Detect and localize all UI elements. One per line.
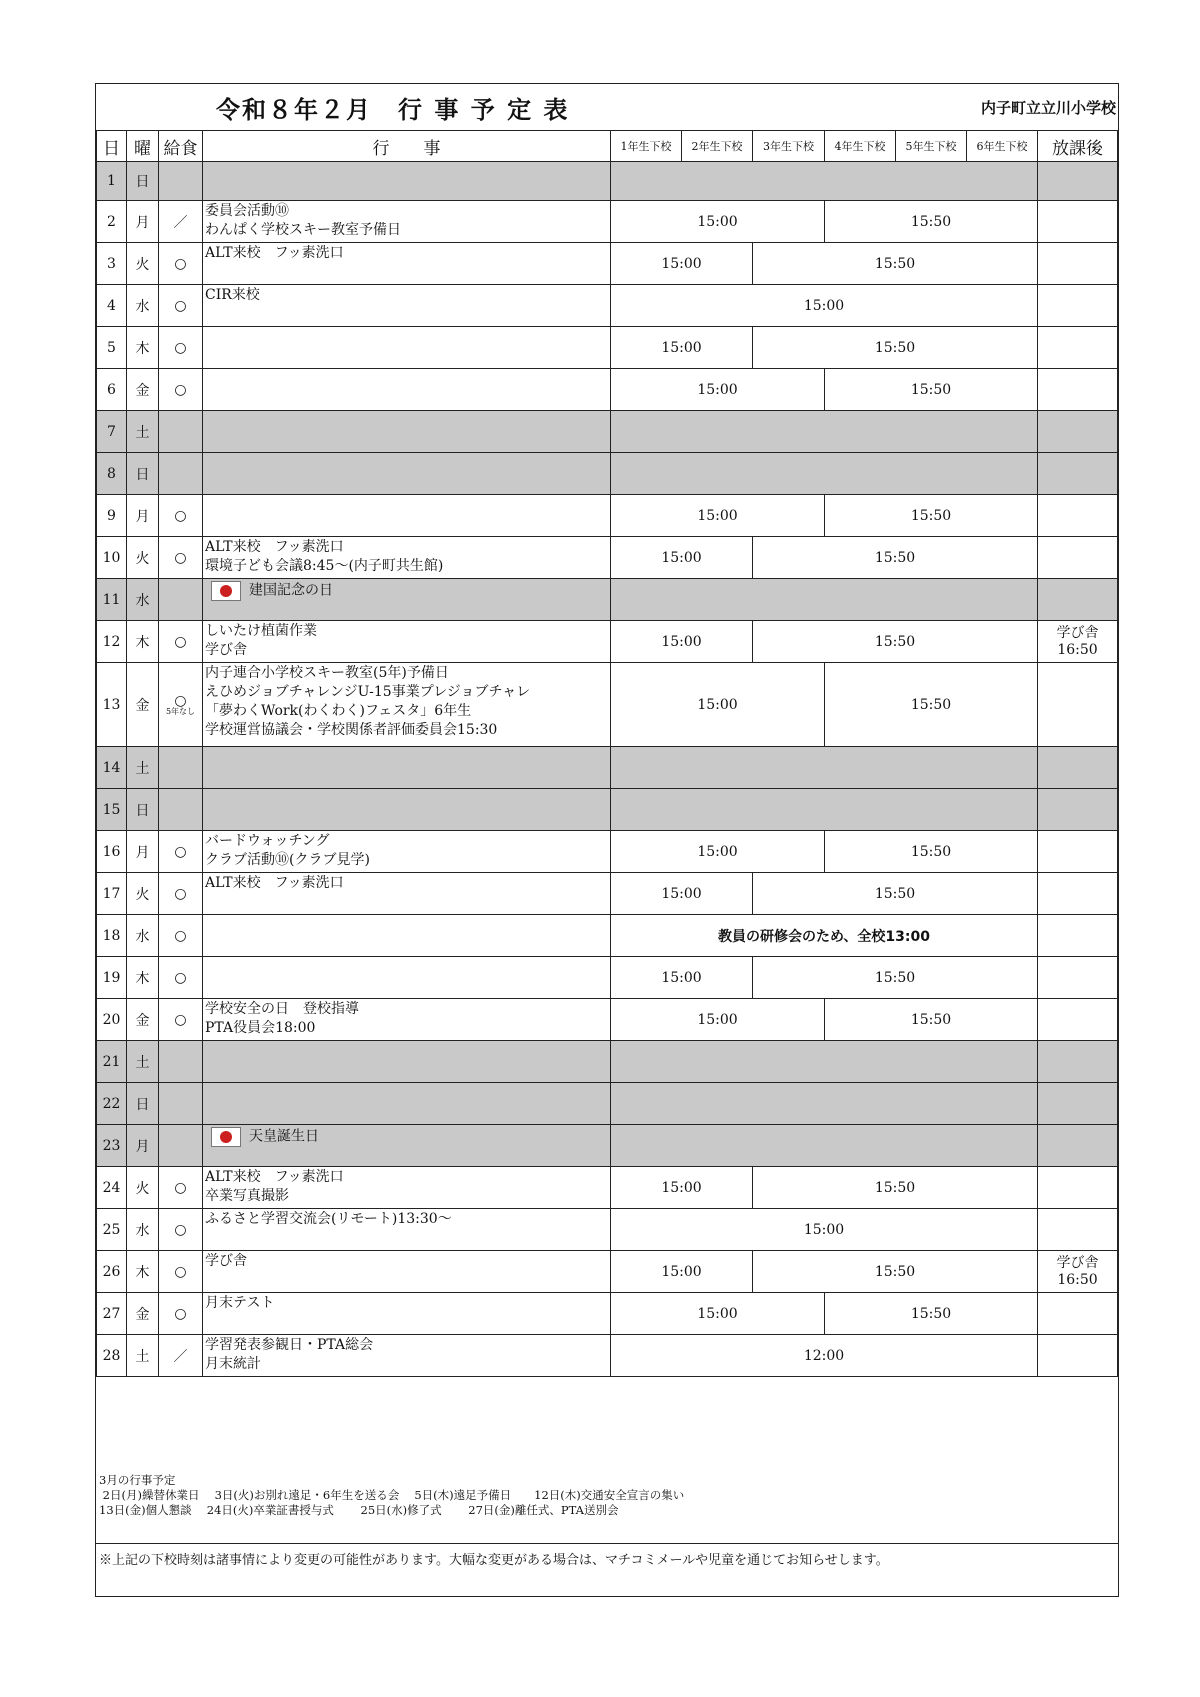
weekday-cell: 月 <box>127 1125 159 1167</box>
meal-mark: ○ <box>174 693 187 709</box>
meal-cell <box>159 162 203 201</box>
dismissal-time-upper: 15:50 <box>825 1293 1038 1335</box>
after-school-cell <box>1038 369 1118 411</box>
weekday-cell: 水 <box>127 915 159 957</box>
meal-cell <box>159 495 203 537</box>
event-cell <box>203 831 611 873</box>
dismissal-time-upper: 15:50 <box>825 831 1038 873</box>
day-cell: 3 <box>97 243 127 285</box>
day-cell: 8 <box>97 453 127 495</box>
meal-cell <box>159 411 203 453</box>
meal-cell <box>159 957 203 999</box>
day-cell: 25 <box>97 1209 127 1251</box>
meal-mark: ○ <box>174 1011 187 1028</box>
dismissal-time-lower: 15:00 <box>611 1167 753 1209</box>
table-row <box>97 579 1118 621</box>
table-row <box>97 747 1118 789</box>
after-school-cell <box>1038 162 1118 201</box>
meal-cell <box>159 201 203 243</box>
event-cell <box>203 285 611 327</box>
day-cell: 23 <box>97 1125 127 1167</box>
day-cell: 22 <box>97 1083 127 1125</box>
meal-mark: ○ <box>174 507 187 524</box>
after-school-cell <box>1038 789 1118 831</box>
after-school-item: 学び舎 <box>1056 1254 1099 1271</box>
day-cell: 2 <box>97 201 127 243</box>
meal-cell <box>159 537 203 579</box>
after-school-item: 学び舎 <box>1056 624 1099 641</box>
table-row <box>97 453 1118 495</box>
footnote: ※上記の下校時刻は諸事情により変更の可能性があります。大幅な変更がある場合は、マチコミメールや児童を通じてお知らせします。 <box>99 1553 889 1568</box>
event-cell <box>203 201 611 243</box>
after-school-cell <box>1038 957 1118 999</box>
weekday-cell: 日 <box>127 1083 159 1125</box>
dismissal-time-lower: 15:00 <box>611 1293 825 1335</box>
weekday-cell: 日 <box>127 453 159 495</box>
schedule-sheet <box>95 83 1119 1597</box>
after-school-cell <box>1038 999 1118 1041</box>
after-school-cell <box>1038 1041 1118 1083</box>
meal-cell <box>159 663 203 747</box>
header-meal: 給食 <box>159 131 203 162</box>
event-cell <box>203 1083 611 1125</box>
weekday-cell: 木 <box>127 1251 159 1293</box>
table-row <box>97 162 1118 201</box>
weekday-cell: 金 <box>127 1293 159 1335</box>
grade-times-cell <box>611 747 1038 789</box>
meal-mark: ○ <box>174 633 187 650</box>
dismissal-time-upper: 15:50 <box>753 327 1038 369</box>
event-cell <box>203 495 611 537</box>
event-item: 学び舎 <box>205 642 247 658</box>
weekday-cell: 水 <box>127 1209 159 1251</box>
meal-cell <box>159 1293 203 1335</box>
event-item: ふるさと学習交流会(リモート)13:30～ <box>205 1211 452 1227</box>
after-school-cell <box>1038 747 1118 789</box>
table-row <box>97 789 1118 831</box>
day-cell: 12 <box>97 621 127 663</box>
meal-cell <box>159 285 203 327</box>
weekday-cell: 月 <box>127 201 159 243</box>
after-school-cell <box>1038 201 1118 243</box>
after-school-cell <box>1038 1251 1118 1293</box>
event-cell <box>203 1041 611 1083</box>
table-row <box>97 831 1118 873</box>
event-cell <box>203 411 611 453</box>
after-school-item: 16:50 <box>1057 641 1098 658</box>
day-cell: 9 <box>97 495 127 537</box>
table-row <box>97 1209 1118 1251</box>
day-cell: 7 <box>97 411 127 453</box>
dismissal-time-lower: 15:00 <box>611 831 825 873</box>
dismissal-time-upper: 15:50 <box>825 201 1038 243</box>
meal-note: 5年なし <box>165 707 196 716</box>
dismissal-time-upper: 15:50 <box>753 243 1038 285</box>
event-cell <box>203 1167 611 1209</box>
meal-mark: ○ <box>174 969 187 986</box>
grade-times-cell <box>611 162 1038 201</box>
weekday-cell: 日 <box>127 789 159 831</box>
header-grade-5: 5年生下校 <box>896 131 967 162</box>
event-item: PTA役員会18:00 <box>205 1020 316 1036</box>
meal-cell <box>159 1041 203 1083</box>
event-cell <box>203 873 611 915</box>
weekday-cell: 木 <box>127 621 159 663</box>
day-cell: 6 <box>97 369 127 411</box>
event-cell <box>203 243 611 285</box>
table-row <box>97 243 1118 285</box>
after-school-cell <box>1038 831 1118 873</box>
meal-cell <box>159 243 203 285</box>
table-header <box>97 131 1118 162</box>
event-item: ALT来校 フッ素洗口 <box>205 539 344 555</box>
event-item: 学習発表参観日・PTA総会 <box>205 1337 374 1353</box>
after-school-cell <box>1038 663 1118 747</box>
event-cell <box>203 453 611 495</box>
day-cell: 26 <box>97 1251 127 1293</box>
meal-mark: ○ <box>174 1263 187 1280</box>
day-cell: 15 <box>97 789 127 831</box>
day-cell: 11 <box>97 579 127 621</box>
event-item: 環境子ども会議8:45～(内子町共生館) <box>205 558 444 574</box>
day-cell: 20 <box>97 999 127 1041</box>
event-cell <box>203 369 611 411</box>
table-row <box>97 285 1118 327</box>
grade-times-cell <box>611 579 1038 621</box>
march-heading: 3月の行事予定 <box>99 1473 176 1487</box>
meal-mark: ○ <box>174 381 187 398</box>
grade-times-cell <box>611 453 1038 495</box>
grade-times-cell <box>611 1083 1038 1125</box>
event-item: わんぱく学校スキー教室予備日 <box>205 222 401 238</box>
table-row <box>97 957 1118 999</box>
dismissal-time-lower: 15:00 <box>611 327 753 369</box>
event-cell <box>203 747 611 789</box>
after-school-cell <box>1038 915 1118 957</box>
table-row <box>97 1251 1118 1293</box>
meal-mark: ○ <box>174 1179 187 1196</box>
dismissal-time-lower: 15:00 <box>611 873 753 915</box>
dismissal-time-lower: 15:00 <box>611 999 825 1041</box>
day-cell: 28 <box>97 1335 127 1377</box>
dismissal-time-lower: 15:00 <box>611 243 753 285</box>
meal-mark: ○ <box>174 297 187 314</box>
after-school-cell <box>1038 1083 1118 1125</box>
meal-cell <box>159 915 203 957</box>
day-cell: 5 <box>97 327 127 369</box>
table-row <box>97 327 1118 369</box>
dismissal-time-lower: 15:00 <box>611 537 753 579</box>
event-cell <box>203 1293 611 1335</box>
weekday-cell: 金 <box>127 663 159 747</box>
meal-cell <box>159 747 203 789</box>
weekday-cell: 月 <box>127 495 159 537</box>
meal-cell <box>159 1209 203 1251</box>
school-name: 内子町立立川小学校 <box>980 99 1116 117</box>
dismissal-time-upper: 15:50 <box>825 369 1038 411</box>
event-item: CIR来校 <box>205 287 260 303</box>
header-events: 行 事 <box>203 131 611 162</box>
event-cell <box>203 789 611 831</box>
weekday-cell: 土 <box>127 1335 159 1377</box>
event-cell <box>203 999 611 1041</box>
after-school-cell <box>1038 579 1118 621</box>
dismissal-time-upper: 15:50 <box>753 537 1038 579</box>
day-cell: 27 <box>97 1293 127 1335</box>
table-row <box>97 1167 1118 1209</box>
event-item: 学び舎 <box>205 1253 247 1269</box>
table-row <box>97 411 1118 453</box>
event-item: 内子連合小学校スキー教室(5年)予備日 <box>205 665 449 681</box>
schedule-rows <box>97 162 1118 1377</box>
table-row <box>97 873 1118 915</box>
weekday-cell: 土 <box>127 747 159 789</box>
after-school-cell <box>1038 243 1118 285</box>
meal-mark: ／ <box>173 214 188 231</box>
day-cell: 16 <box>97 831 127 873</box>
table-row <box>97 1041 1118 1083</box>
event-cell <box>203 579 611 621</box>
page-title: 令和８年２月 行 事 予 定 表 <box>216 96 570 124</box>
weekday-cell: 木 <box>127 957 159 999</box>
after-school-cell <box>1038 1335 1118 1377</box>
event-cell <box>203 663 611 747</box>
holiday-name: 天皇誕生日 <box>249 1128 319 1145</box>
header-grade-6: 6年生下校 <box>967 131 1038 162</box>
dismissal-time-upper: 15:50 <box>825 663 1038 747</box>
grade-times-cell <box>611 1125 1038 1167</box>
meal-cell <box>159 789 203 831</box>
table-row <box>97 621 1118 663</box>
grade-times-cell <box>611 789 1038 831</box>
march-line: 13日(金)個人懇談 24日(火)卒業証書授与式 25日(水)修了式 27日(金)離任式、PTA送別会 <box>99 1503 619 1517</box>
meal-cell <box>159 1083 203 1125</box>
meal-cell <box>159 1125 203 1167</box>
event-item: 学校運営協議会・学校関係者評価委員会15:30 <box>205 722 498 738</box>
after-school-cell <box>1038 1167 1118 1209</box>
table-row <box>97 1335 1118 1377</box>
weekday-cell: 火 <box>127 1167 159 1209</box>
dismissal-time-upper: 15:50 <box>753 1251 1038 1293</box>
header-weekday: 曜 <box>127 131 159 162</box>
title-row <box>96 84 1118 131</box>
meal-mark: ○ <box>174 549 187 566</box>
after-school-cell <box>1038 537 1118 579</box>
table-row <box>97 201 1118 243</box>
day-cell: 21 <box>97 1041 127 1083</box>
day-cell: 19 <box>97 957 127 999</box>
meal-mark: ○ <box>174 885 187 902</box>
table-row <box>97 1083 1118 1125</box>
dismissal-time-lower: 15:00 <box>611 369 825 411</box>
event-cell <box>203 621 611 663</box>
day-cell: 4 <box>97 285 127 327</box>
march-schedule <box>96 1471 1118 1544</box>
dismissal-time-all: 15:00 <box>611 1209 1038 1251</box>
table-row <box>97 369 1118 411</box>
meal-cell <box>159 999 203 1041</box>
event-item: 卒業写真撮影 <box>205 1188 289 1204</box>
event-item: クラブ活動⑩(クラブ見学) <box>205 852 370 868</box>
after-school-cell <box>1038 411 1118 453</box>
dismissal-time-all: 15:00 <box>611 285 1038 327</box>
event-cell <box>203 327 611 369</box>
event-cell <box>203 1335 611 1377</box>
meal-mark: ○ <box>174 255 187 272</box>
event-item: えひめジョブチャレンジU-15事業プレジョブチャレ <box>205 684 531 700</box>
dismissal-time-upper: 15:50 <box>753 957 1038 999</box>
table-row <box>97 999 1118 1041</box>
after-school-cell <box>1038 621 1118 663</box>
day-cell: 10 <box>97 537 127 579</box>
weekday-cell: 金 <box>127 369 159 411</box>
meal-mark: ○ <box>174 1221 187 1238</box>
event-cell <box>203 1251 611 1293</box>
event-cell <box>203 1125 611 1167</box>
japan-flag-icon <box>211 581 241 601</box>
header-after-school: 放課後 <box>1038 131 1118 162</box>
event-item: 月末テスト <box>205 1295 275 1311</box>
day-cell: 18 <box>97 915 127 957</box>
table-row <box>97 1125 1118 1167</box>
after-school-cell <box>1038 495 1118 537</box>
meal-mark: ○ <box>174 843 187 860</box>
event-item: 月末統計 <box>205 1356 261 1372</box>
weekday-cell: 火 <box>127 243 159 285</box>
event-item: ALT来校 フッ素洗口 <box>205 1169 344 1185</box>
event-item: バードウォッチング <box>205 833 330 849</box>
table-row <box>97 663 1118 747</box>
event-item: しいたけ植菌作業 <box>205 623 317 639</box>
march-line: 2日(月)繰替休業日 3日(火)お別れ遠足・6年生を送る会 5日(木)遠足予備日 12日(木)交通安全宣言の集い <box>99 1488 685 1502</box>
after-school-cell <box>1038 1125 1118 1167</box>
after-school-cell <box>1038 327 1118 369</box>
schedule-table <box>96 130 1118 1377</box>
header-grade-2: 2年生下校 <box>682 131 753 162</box>
table-row <box>97 1293 1118 1335</box>
after-school-cell <box>1038 1293 1118 1335</box>
table-row <box>97 495 1118 537</box>
meal-cell <box>159 327 203 369</box>
meal-mark: ／ <box>173 1348 188 1365</box>
event-cell <box>203 915 611 957</box>
after-school-item: 16:50 <box>1057 1271 1098 1288</box>
japan-flag-icon <box>211 1127 241 1147</box>
dismissal-note: 教員の研修会のため、全校13:00 <box>611 915 1038 957</box>
after-school-cell <box>1038 873 1118 915</box>
dismissal-time-all: 12:00 <box>611 1335 1038 1377</box>
event-item: ALT来校 フッ素洗口 <box>205 875 344 891</box>
dismissal-time-lower: 15:00 <box>611 621 753 663</box>
grade-times-cell <box>611 1041 1038 1083</box>
holiday-name: 建国記念の日 <box>249 582 333 599</box>
weekday-cell: 水 <box>127 579 159 621</box>
event-cell <box>203 537 611 579</box>
weekday-cell: 木 <box>127 327 159 369</box>
meal-cell <box>159 873 203 915</box>
meal-cell <box>159 579 203 621</box>
event-item: ALT来校 フッ素洗口 <box>205 245 344 261</box>
meal-cell <box>159 453 203 495</box>
meal-cell <box>159 831 203 873</box>
dismissal-time-upper: 15:50 <box>825 999 1038 1041</box>
dismissal-time-lower: 15:00 <box>611 495 825 537</box>
meal-mark: ○ <box>174 1305 187 1322</box>
dismissal-time-lower: 15:00 <box>611 957 753 999</box>
day-cell: 13 <box>97 663 127 747</box>
header-grade-3: 3年生下校 <box>753 131 825 162</box>
meal-mark: ○ <box>174 339 187 356</box>
table-row <box>97 915 1118 957</box>
after-school-cell <box>1038 1209 1118 1251</box>
day-cell: 1 <box>97 162 127 201</box>
dismissal-time-upper: 15:50 <box>825 495 1038 537</box>
day-cell: 17 <box>97 873 127 915</box>
header-grade-4: 4年生下校 <box>825 131 896 162</box>
meal-cell <box>159 1335 203 1377</box>
meal-mark: ○ <box>174 927 187 944</box>
weekday-cell: 水 <box>127 285 159 327</box>
dismissal-time-upper: 15:50 <box>753 873 1038 915</box>
after-school-cell <box>1038 285 1118 327</box>
meal-cell <box>159 621 203 663</box>
dismissal-time-lower: 15:00 <box>611 663 825 747</box>
dismissal-time-upper: 15:50 <box>753 621 1038 663</box>
dismissal-time-lower: 15:00 <box>611 1251 753 1293</box>
header-grade-1: 1年生下校 <box>611 131 682 162</box>
meal-cell <box>159 369 203 411</box>
day-cell: 14 <box>97 747 127 789</box>
meal-cell <box>159 1251 203 1293</box>
event-item: 学校安全の日 登校指導 <box>205 1001 359 1017</box>
event-cell <box>203 162 611 201</box>
meal-cell <box>159 1167 203 1209</box>
event-item: 委員会活動⑩ <box>205 203 289 219</box>
weekday-cell: 月 <box>127 831 159 873</box>
dismissal-time-lower: 15:00 <box>611 201 825 243</box>
grade-times-cell <box>611 411 1038 453</box>
event-item: 「夢わくWork(わくわく)フェスタ」6年生 <box>205 703 472 719</box>
weekday-cell: 火 <box>127 873 159 915</box>
day-cell: 24 <box>97 1167 127 1209</box>
event-cell <box>203 1209 611 1251</box>
weekday-cell: 土 <box>127 1041 159 1083</box>
weekday-cell: 金 <box>127 999 159 1041</box>
weekday-cell: 土 <box>127 411 159 453</box>
after-school-cell <box>1038 453 1118 495</box>
header-day: 日 <box>97 131 127 162</box>
event-cell <box>203 957 611 999</box>
dismissal-time-upper: 15:50 <box>753 1167 1038 1209</box>
table-row <box>97 537 1118 579</box>
weekday-cell: 日 <box>127 162 159 201</box>
weekday-cell: 火 <box>127 537 159 579</box>
